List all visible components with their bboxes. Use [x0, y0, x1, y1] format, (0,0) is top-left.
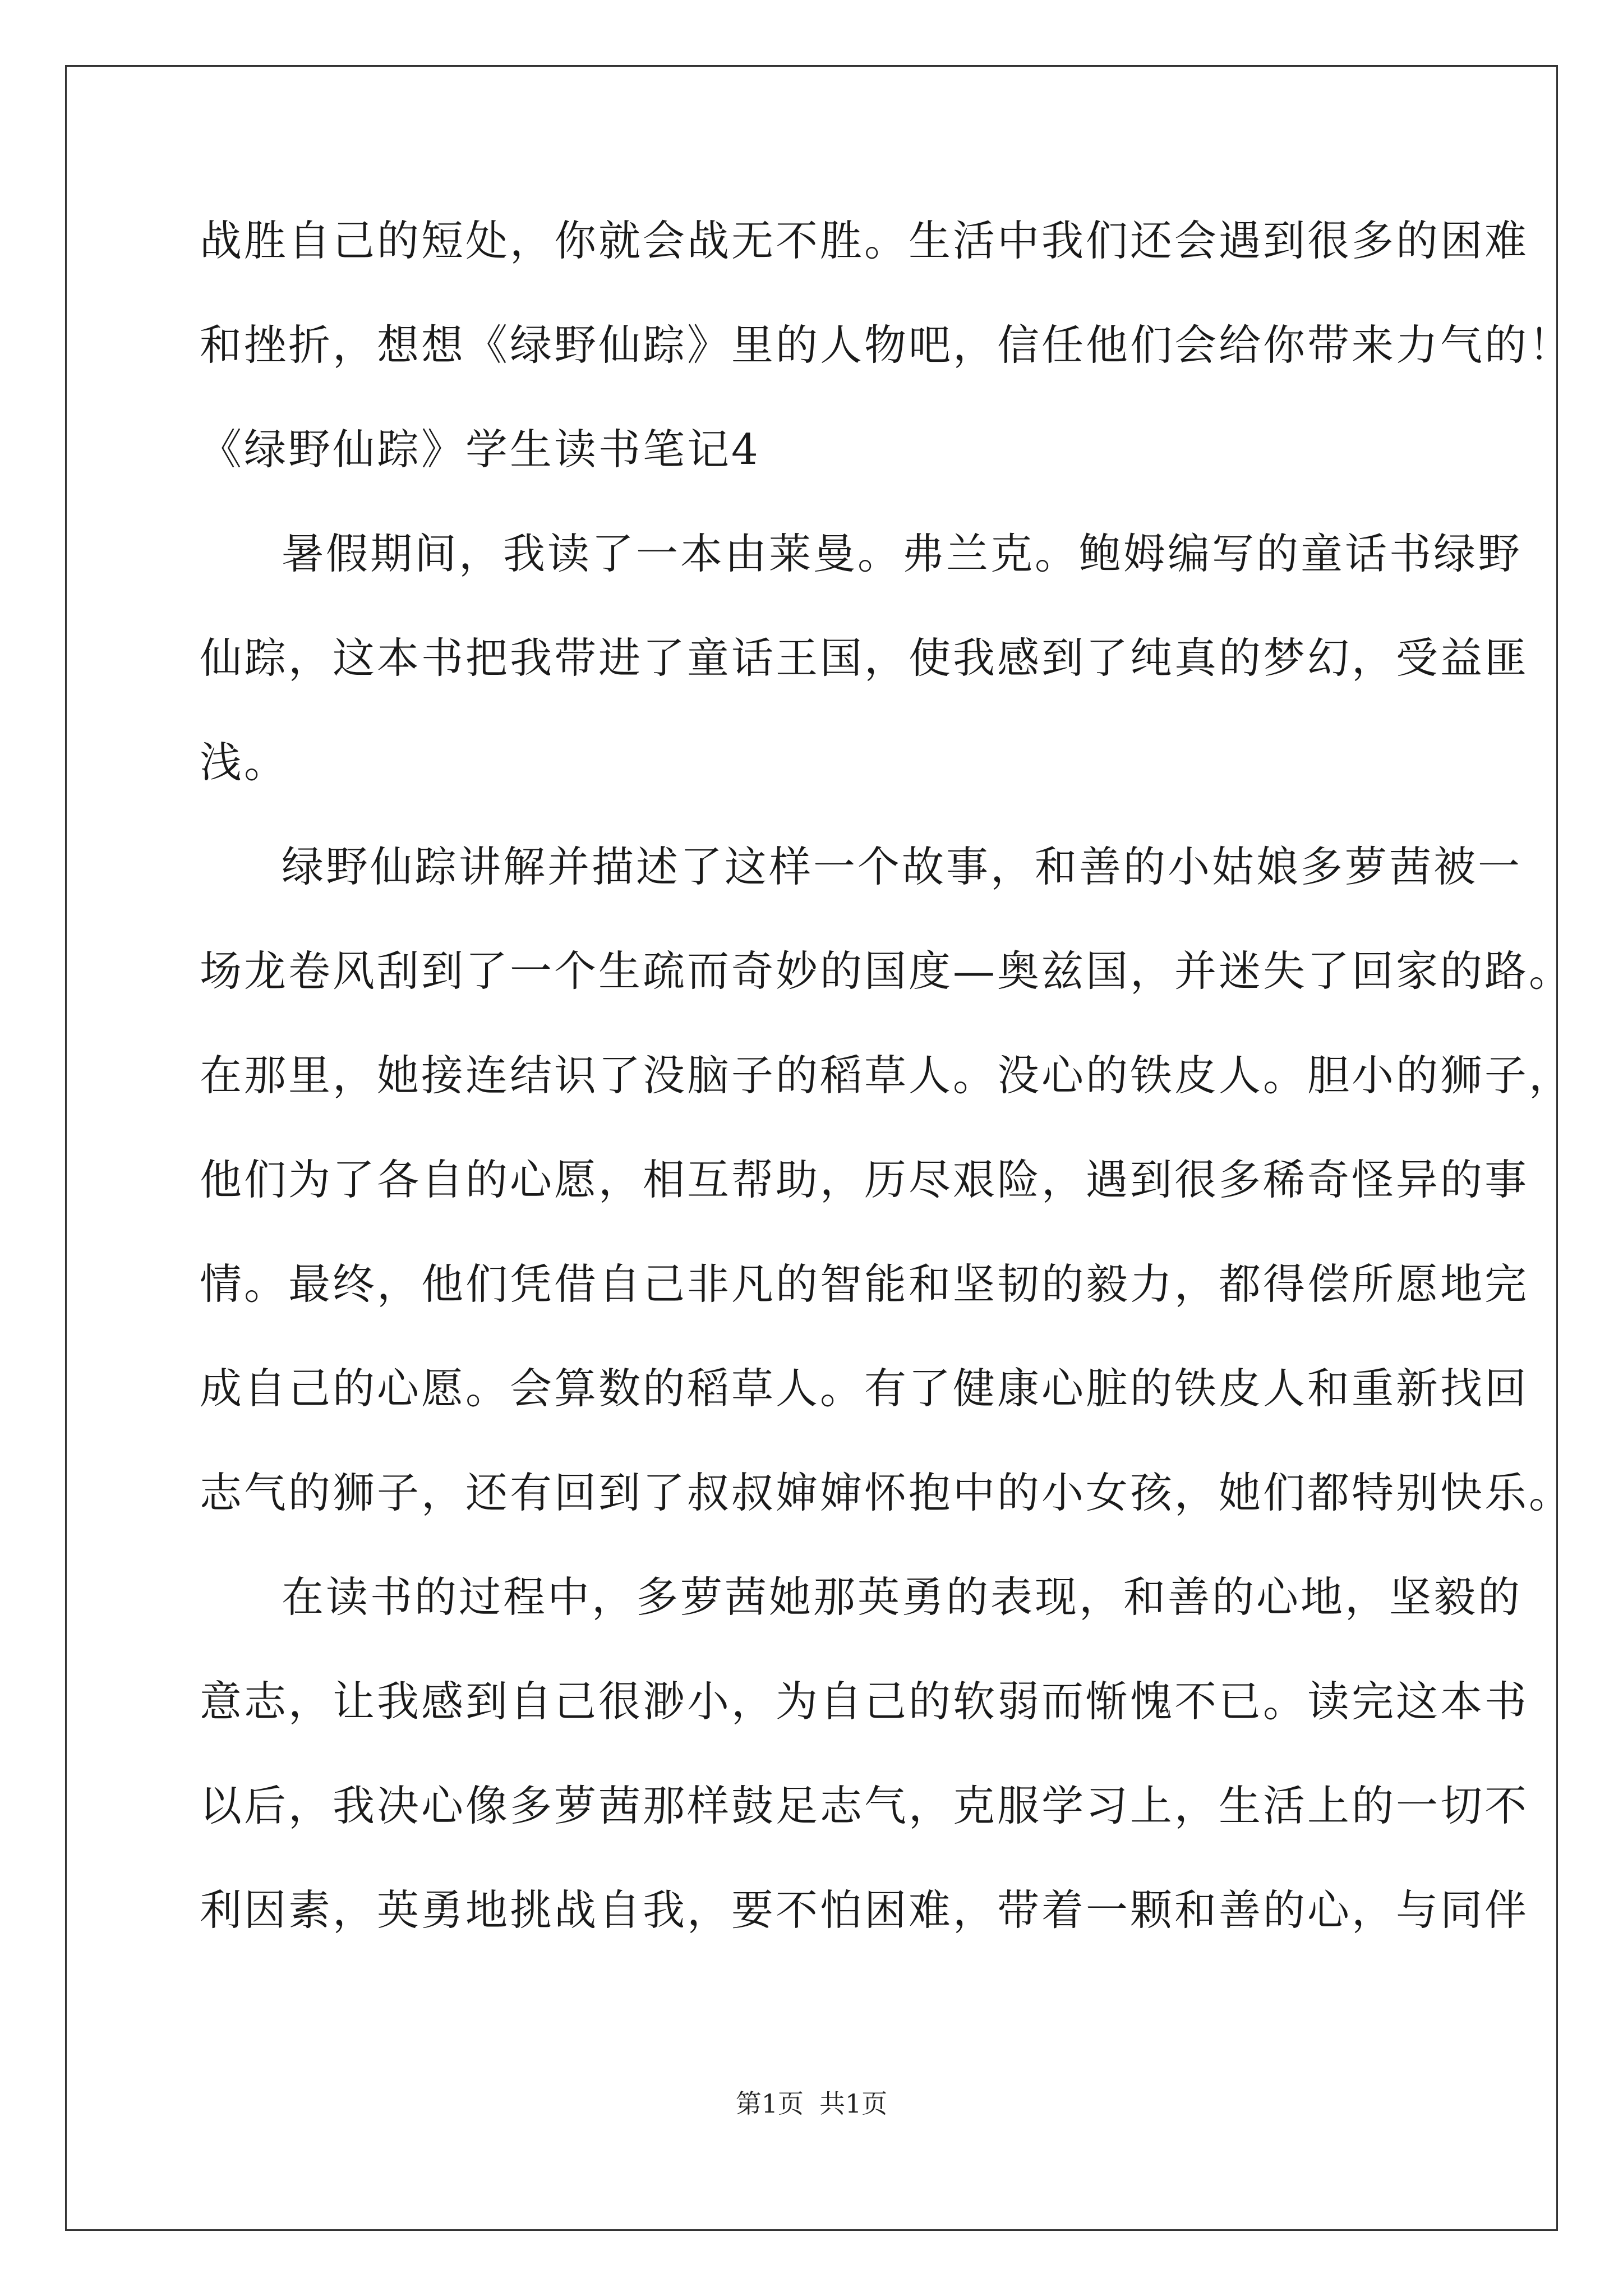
section-heading: 《绿野仙踪》学生读书笔记4 [200, 425, 760, 474]
text-line: 志气的狮子，还有回到了叔叔婶婶怀抱中的小女孩，她们都特别快乐。 [200, 1468, 1574, 1517]
text-line: 在读书的过程中，多萝茜她那英勇的表现，和善的心地，坚毅的 [282, 1572, 1523, 1622]
text-line: 以后，我决心像多萝茜那样鼓足志气，克服学习上，生活上的一切不 [200, 1781, 1529, 1830]
page-number: 第1页 [735, 2088, 804, 2119]
text-line: 意志，让我感到自己很渺小，为自己的软弱而惭愧不已。读完这本书 [200, 1677, 1529, 1726]
text-line: 在那里，她接连结识了没脑子的稻草人。没心的铁皮人。胆小的狮子， [200, 1051, 1574, 1100]
text-line: 战胜自己的短处，你就会战无不胜。生活中我们还会遇到很多的困难 [200, 216, 1529, 265]
text-line: 利因素，英勇地挑战自我，要不怕困难，带着一颗和善的心，与同伴 [200, 1885, 1529, 1935]
page-total: 共1页 [819, 2088, 888, 2119]
text-line: 场龙卷风刮到了一个生疏而奇妙的国度—奥兹国，并迷失了回家的路。 [200, 946, 1574, 996]
text-line: 浅。 [200, 738, 289, 787]
text-line: 仙踪，这本书把我带进了童话王国，使我感到了纯真的梦幻，受益匪 [200, 633, 1529, 683]
text-line: 绿野仙踪讲解并描述了这样一个故事，和善的小姑娘多萝茜被一 [282, 842, 1523, 891]
page-footer [0, 2087, 1623, 2120]
text-line: 他们为了各自的心愿，相互帮助，历尽艰险，遇到很多稀奇怪异的事 [200, 1155, 1529, 1204]
text-line: 和挫折，想想《绿野仙踪》里的人物吧，信任他们会给你带来力气的！ [200, 320, 1574, 370]
text-line: 情。最终，他们凭借自己非凡的智能和坚韧的毅力，都得偿所愿地完 [200, 1259, 1529, 1309]
text-line: 成自己的心愿。会算数的稻草人。有了健康心脏的铁皮人和重新找回 [200, 1364, 1529, 1413]
text-line: 暑假期间，我读了一本由莱曼。弗兰克。鲍姆编写的童话书绿野 [282, 529, 1523, 578]
